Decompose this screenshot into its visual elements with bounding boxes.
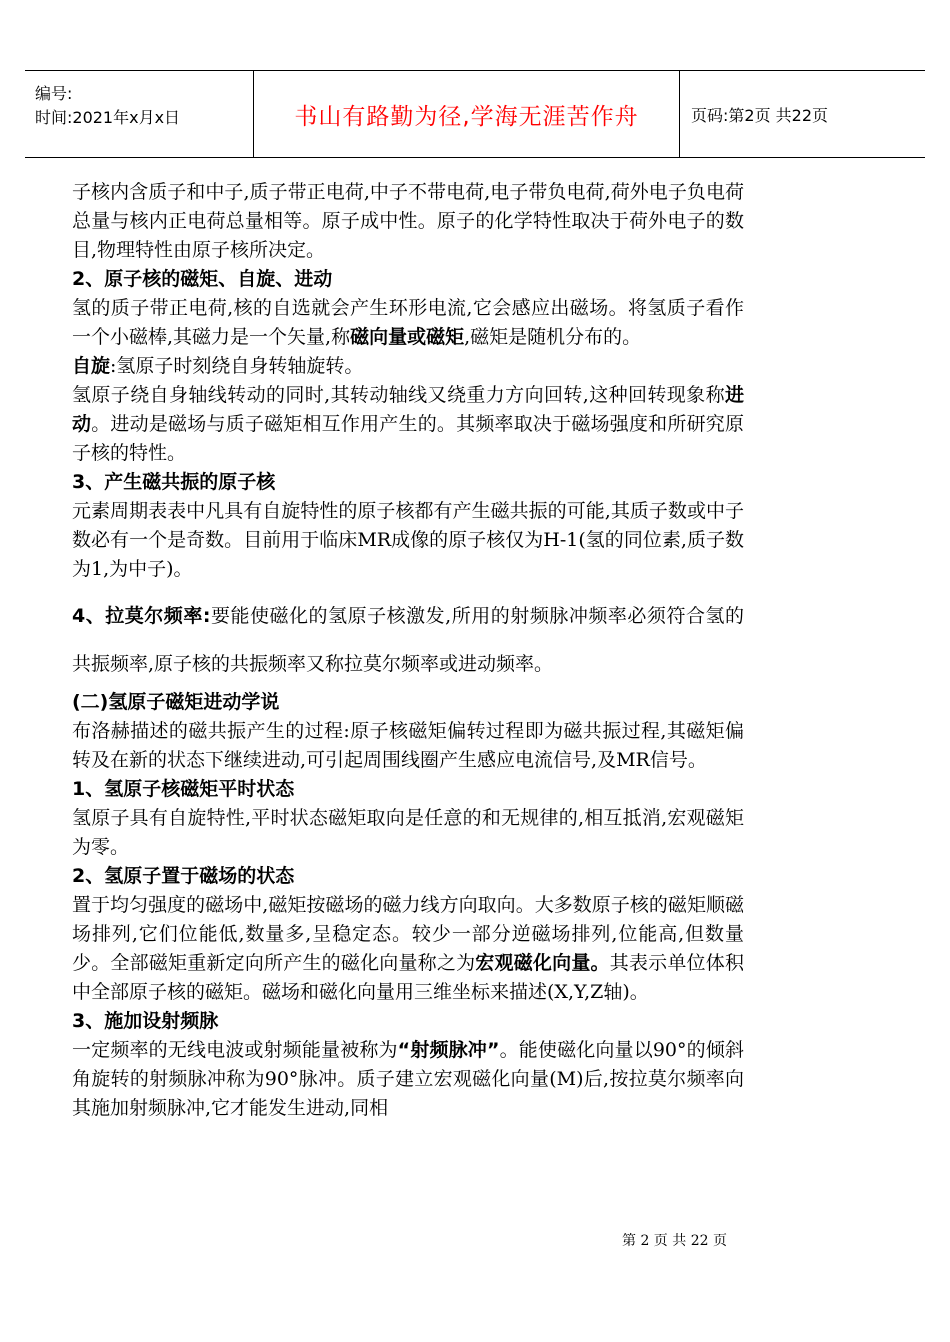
paragraph-rf-pulse bbox=[72, 1036, 744, 1123]
spacer bbox=[72, 584, 744, 592]
section-heading-in-magnetic-field: 2、氢原子置于磁场的状态 bbox=[72, 865, 295, 887]
text-run: 。进动是磁场与质子磁矩相互作用产生的。其频率取决于磁场强度和所研究原子核的特性。 bbox=[72, 413, 744, 464]
paragraph-spin bbox=[72, 352, 744, 381]
header-motto: 书山有路勤为径,学海无涯苦作舟 bbox=[294, 103, 639, 130]
bold-term-precession: 进动 bbox=[72, 384, 744, 435]
paragraph-in-magnetic-field bbox=[72, 891, 744, 1007]
section-heading-resonant-nuclei: 3、产生磁共振的原子核 bbox=[72, 471, 276, 493]
bold-term-spin: 自旋 bbox=[72, 355, 111, 377]
paragraph-magnetic-moment bbox=[72, 294, 744, 352]
header-center-cell bbox=[253, 71, 680, 157]
text-run: 要能使磁化的氢原子核激发,所用的射频脉冲频率必须符合氢的共振频率,原子核的共振频率又称拉莫尔频率或进动频率。 bbox=[72, 605, 744, 675]
text-run: 氢的质子带正电荷,核的自选就会产生环形电流,它会感应出磁场。将氢质子看作一个小磁棒,其磁力是一个矢量,称 bbox=[72, 297, 744, 348]
header-table bbox=[25, 70, 925, 158]
paragraph-resonant-nuclei: 元素周期表表中凡具有自旋特性的原子核都有产生磁共振的可能,其质子数或中子数必有一个是奇数。目前用于临床MR成像的原子核仅为H-1(氢的同位素,质子数为1,为中子)。 bbox=[72, 500, 744, 580]
paragraph-precession bbox=[72, 381, 744, 468]
bold-term-macro-magnetization: 宏观磁化向量。 bbox=[475, 952, 610, 974]
text-run: ,磁矩是随机分布的。 bbox=[464, 326, 642, 348]
bold-heading-larmor: 4、拉莫尔频率: bbox=[72, 605, 211, 627]
paragraph-bloch-description: 布洛赫描述的磁共振产生的过程:原子核磁矩偏转过程即为磁共振过程,其磁矩偏转及在新的状态下继续进动,可引起周围线圈产生感应电流信号,及MR信号。 bbox=[72, 720, 744, 771]
paragraph-atom-structure: 子核内含质子和中子,质子带正电荷,中子不带电荷,电子带负电荷,荷外电子负电荷总量与核内正电荷总量相等。原子成中性。原子的化学特性取决于荷外电子的数目,物理特性由原子核所决定。 bbox=[72, 181, 744, 261]
paragraph-normal-state: 氢原子具有自旋特性,平时状态磁矩取向是任意的和无规律的,相互抵消,宏观磁矩为零。 bbox=[72, 807, 744, 858]
header-left-cell bbox=[25, 71, 253, 157]
text-run: :氢原子时刻绕自身转轴旋转。 bbox=[110, 355, 364, 377]
document-body bbox=[72, 178, 744, 1123]
header-right-cell bbox=[679, 71, 925, 157]
text-run: 。能使磁化向量以90°的倾斜角旋转的射频脉冲称为90°脉冲。质子建立宏观磁化向量(M)后,按拉莫尔频率向其施加射频脉冲,它才能发生进动,同相 bbox=[72, 1039, 744, 1119]
bold-term-rf-pulse: “射频脉冲” bbox=[397, 1039, 500, 1061]
section-heading-normal-state: 1、氢原子核磁矩平时状态 bbox=[72, 778, 295, 800]
text-run: 其表示单位体积中全部原子核的磁矩。磁场和磁化向量用三维坐标来描述(X,Y,Z轴)。 bbox=[72, 952, 744, 1003]
text-run: 一定频率的无线电波或射频能量被称为 bbox=[72, 1039, 398, 1061]
paragraph-larmor-frequency bbox=[72, 592, 744, 688]
text-run: 氢原子绕自身轴线转动的同时,其转动轴线又绕重力方向回转,这种回转现象称 bbox=[72, 384, 725, 406]
document-time-label: 时间:2021年x月x日 bbox=[35, 108, 181, 127]
footer-page-number: 第 2 页 共 22 页 bbox=[622, 1233, 727, 1249]
document-number-label: 编号: bbox=[35, 84, 73, 103]
section-heading-rf-pulse: 3、施加设射频脉 bbox=[72, 1010, 219, 1032]
bold-term-magnetic-vector: 磁向量或磁矩 bbox=[350, 326, 465, 348]
section-heading-precession-theory: (二)氢原子磁矩进动学说 bbox=[72, 691, 280, 713]
text-run: 置于均匀强度的磁场中,磁矩按磁场的磁力线方向取向。大多数原子核的磁矩顺磁场排列,它们位能低,数量多,呈稳定态。较少一部分逆磁场排列,位能高,但数量少。全部磁矩重新定向所产生的磁化向量称之为 bbox=[72, 894, 744, 974]
header-page-label: 页码:第2页 共22页 bbox=[691, 105, 829, 125]
section-heading-magnetic-moment: 2、原子核的磁矩、自旋、进动 bbox=[72, 268, 333, 290]
